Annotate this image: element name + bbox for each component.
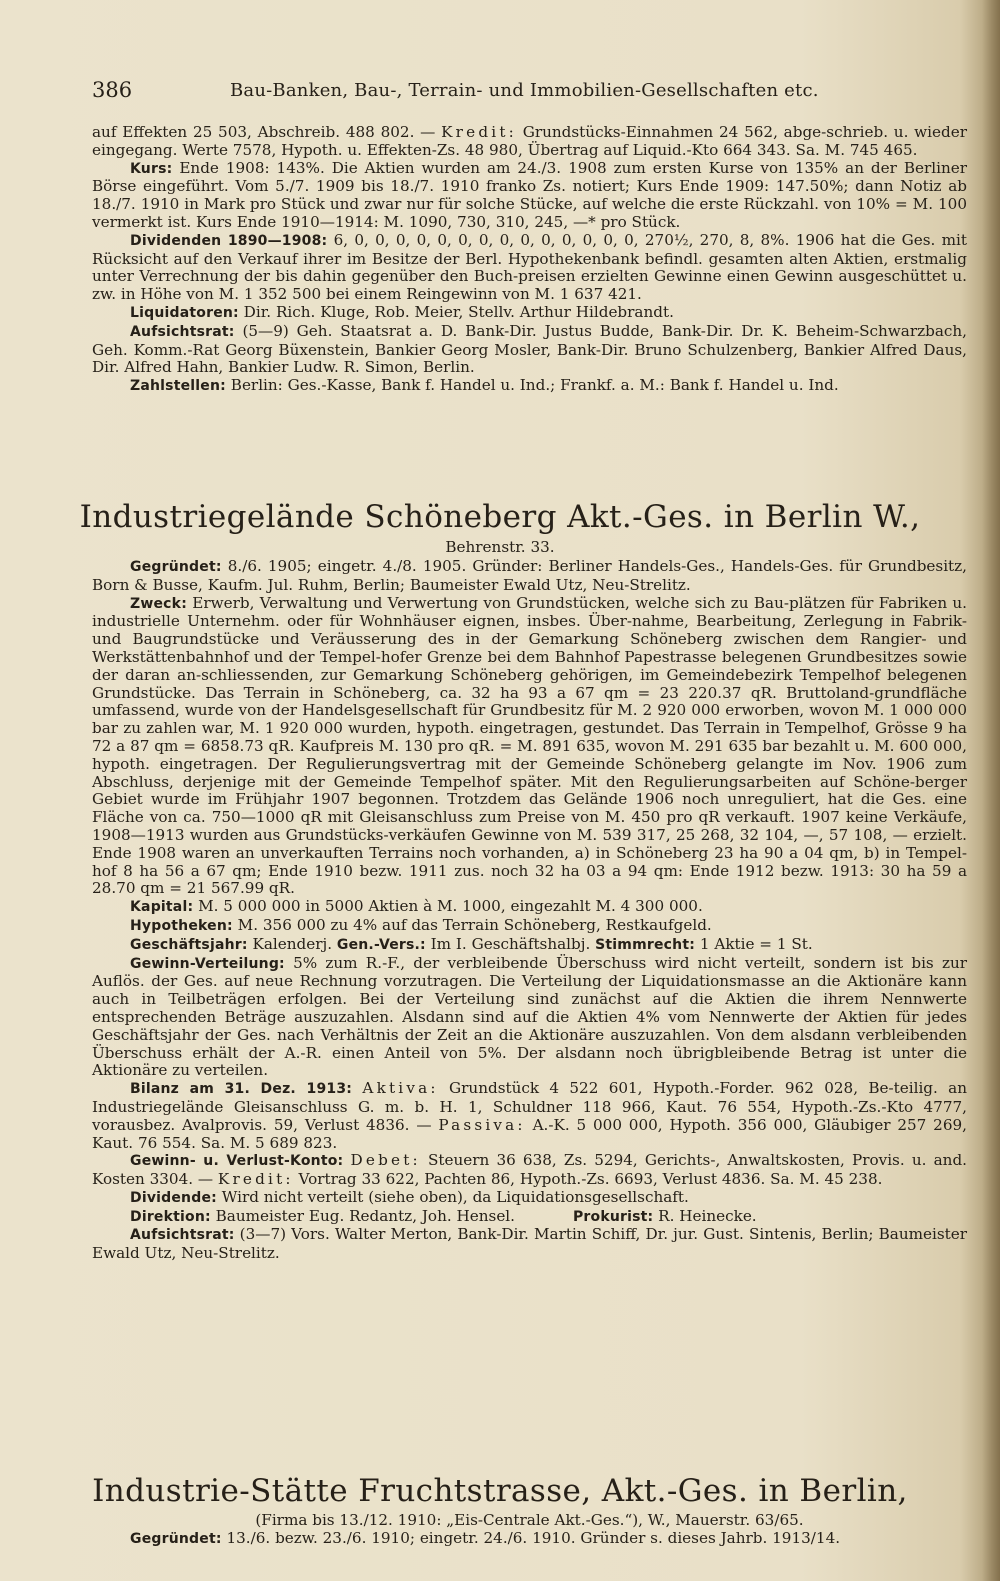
company-address: Behrenstr. 33. (445, 538, 555, 556)
kurs-paragraph: Kurs: Ende 1908: 143%. Die Aktien wurden am 24./3. 1908 zum ersten Kurse von 135% an der Berliner Börse eingeführt. Vom 5./7. 1909 bis 18./7. 1910 franko Zs. notiert; Kurs Ende 1909: 147.50%; dann Notiz ab 18./7. 1910 in Mark pro Stück und zwar nur für solche Stücke, auf welche die erste Rückzahl. von 10% = M. 100 vermerkt ist. Kurs Ende 1910—1914: M. 1090, 730, 310, 245, —* pro Stück. (92, 158, 967, 231)
zahlstellen-paragraph: Zahlstellen: Berlin: Ges.-Kasse, Bank f. Handel u. Ind.; Frankf. a. M.: Bank f. Handel u. Ind. (130, 376, 839, 395)
gewinn-verlust-paragraph: Gewinn- u. Verlust-Konto: Debet: Steuern 36 638, Zs. 5294, Gerichts-, Anwaltskosten, Provis. u. and. Kosten 3304. — Kredit: Vortrag 33 622, Pachten 86, Hypoth.-Zs. 6693, Verlust 4836. Sa. M. 45 238. (92, 1151, 967, 1189)
stimmrecht-label: Stimmrecht: (595, 936, 696, 953)
kurs-label: Kurs: (130, 160, 173, 177)
bilanz-paragraph: Bilanz am 31. Dez. 1913: Aktiva: Grundstück 4 522 601, Hypoth.-Forder. 962 028, Be-teilig. an Industriegelände Gleisanschluss G. m. b. H. 1, Schuldner 118 966, Kaut. 76 554, Hypoth.-Zs.-Kto 4777, vorausbez. Avalprovis. 59, Verlust 4836. — Passiva: A.-K. 5 000 000, Hypoth. 356 000, Gläubiger 257 269, Kaut. 76 554. Sa. M. 5 689 823. (92, 1079, 967, 1152)
passiva-label: Passiva: (438, 1115, 526, 1134)
company-industriegelaende-block (92, 558, 967, 1263)
zweck-paragraph: Zweck: Erwerb, Verwaltung und Verwertung von Grundstücken, welche sich zu Bau-plätzen für Fabriken u. industrielle Unternehm. oder für Wohnhäuser eignen, insbes. Über-nahme, Bearbeitung, Zerlegung in Fabrik- und Baugrundstücke und Veräusserung des in der Gemarkung Schöneberg zwischen dem Rangier- und Werkstättenbahnhof und der Tempel-hofer Grenze bei dem Bahnhof Papestrasse belegenen Grundbesitzes sowie der daran an-schliessenden, zur Gemarkung Schöneberg gehörigen, im Gemeindebezirk Tempelhof belegenen Grundstücke. Das Terrain in Schöneberg, ca. 32 ha 93 a 67 qm = 23 220.37 qR. Bruttoland-grundfläche umfassend, wurde von der Handelsgesellschaft für Grundbesitz für M. 2 920 000 erworben, wovon M. 1 000 000 bar zu zahlen war, M. 1 920 000 wurden, hypoth. eingetragen, gestundet. Das Terrain in Tempelhof, Grösse 9 ha 72 a 87 qm = 6858.73 qR. Kaufpreis M. 130 pro qR. = M. 891 635, wovon M. 291 635 bar bezahlt u. M. 600 000, hypoth. eingetragen. Der Regulierungsvertrag mit der Gemeinde Schöneberg gelangte im Nov. 1906 zum Abschluss, derjenige mit der Gemeinde Tempelhof später. Mit den Regulierungsarbeiten auf Schöne-berger Gebiet wurde im Frühjahr 1907 begonnen. Trotzdem das Gelände 1906 noch unreguliert, hat die Ges. eine Fläche von ca. 750—1000 qR mit Gleisanschluss zum Preise von M. 450 pro qR verkauft. 1907 keine Verkäufe, 1908—1913 wurden aus Grundstücks-verkäufen Gewinne von M. 539 317, 25 268, 32 104, —, 57 108, — erzielt. Ende 1908 waren an unverkauften Terrains noch vorhanden, a) in Schöneberg 23 ha 90 a 04 qm, b) in Tempel-hof 8 ha 56 a 67 qm; Ende 1910 bezw. 1911 zus. noch 32 ha 03 a 94 qm: Ende 1912 bezw. 1913: 30 ha 59 a 28.70 qm = 21 567.99 qR. (92, 593, 967, 898)
aufsichtsrat-paragraph: Aufsichtsrat: (5—9) Geh. Staatsrat a. D. Bank-Dir. Justus Budde, Bank-Dir. Dr. K. Beheim-Schwarzbach, Geh. Komm.-Rat Georg Büxenstein, Bankier Georg Mosler, Bank-Dir. Bruno Schulzenberg, Bankier Alfred Daus, Dir. Alfred Hahn, Bankier Ludw. R. Simon, Berlin. (92, 321, 967, 377)
dividende-paragraph: Dividende: Wird nicht verteilt (siehe oben), da Liquidationsgesellschaft. (130, 1187, 689, 1206)
gen-vers-label: Gen.-Vers.: (336, 936, 426, 953)
page-number: 386 (92, 78, 133, 102)
company-title-industrie-staette: Industrie-Stätte Fruchtstrasse, Akt.-Ges. in Berlin, (92, 1473, 908, 1509)
company-title-industriegelaende: Industriegelände Schöneberg Akt.-Ges. in Berlin W., (79, 499, 921, 535)
aufsichtsrat-label: Aufsichtsrat: (130, 1227, 235, 1244)
direktion-paragraph: Direktion: Baumeister Eug. Redantz, Joh. Hensel. Prokurist: R. Heinecke. (130, 1206, 757, 1225)
gegruendet-paragraph: Gegründet: 13./6. bezw. 23./6. 1910; eingetr. 24./6. 1910. Gründer s. dieses Jahrb. 1913/14. (130, 1528, 841, 1547)
hypotheken-paragraph: Hypotheken: M. 356 000 zu 4% auf das Terrain Schöneberg, Restkaufgeld. (130, 915, 712, 934)
dividenden-label: Dividenden 1890—1908: (130, 232, 328, 249)
liquidatoren-label: Liquidatoren: (130, 304, 239, 321)
debet-label: Debet: (350, 1151, 421, 1170)
aufsichtsrat-label: Aufsichtsrat: (130, 323, 235, 340)
zweck-label: Zweck: (130, 595, 187, 612)
previous-company-block (92, 124, 967, 396)
aufsichtsrat-paragraph: Aufsichtsrat: (3—7) Vors. Walter Merton, Bank-Dir. Martin Schiff, Dr. jur. Gust. Sintenis, Berlin; Baumeister Ewald Utz, Neu-Strelitz. (92, 1225, 967, 1263)
kapital-paragraph: Kapital: M. 5 000 000 in 5000 Aktien à M. 1000, eingezahlt M. 4 300 000. (130, 897, 703, 916)
liquidatoren-paragraph: Liquidatoren: Dir. Rich. Kluge, Rob. Meier, Stellv. Arthur Hildebrandt. (130, 302, 674, 321)
hypotheken-label: Hypotheken: (130, 917, 233, 934)
dividende-label: Dividende: (130, 1189, 217, 1206)
gegruendet-label: Gegründet: (130, 1530, 222, 1547)
profit-loss-continuation: auf Effekten 25 503, Abschreib. 488 802. — Kredit: Grundstücks-Einnahmen 24 562, abge-schrieb. u. wieder eingegang. Werte 7578, Hypoth. u. Effekten-Zs. 48 980, Übertrag auf Liquid.-Kto 664 343. Sa. M. 745 465. (92, 123, 967, 159)
geschaeftsjahr-label: Geschäftsjahr: (130, 936, 248, 953)
kredit-label: Kredit: (217, 1170, 294, 1189)
direktion-label: Direktion: (130, 1208, 211, 1225)
gegruendet-label: Gegründet: (130, 559, 222, 575)
geschaeftsjahr-paragraph: Geschäftsjahr: Kalenderj. Gen.-Vers.: Im I. Geschäftshalbj. Stimmrecht: 1 Aktie = 1 St. (130, 934, 813, 953)
page-header (92, 76, 952, 106)
gewinn-verlust-label: Gewinn- u. Verlust-Konto: (130, 1153, 344, 1170)
gewinn-verteilung-paragraph: Gewinn-Verteilung: 5% zum R.-F., der verbleibende Überschuss wird nicht verteilt, sondern ist bis zur Auflös. der Ges. auf neue Rechnung vorzutragen. Die Verteilung der Liquidationsmasse an die Aktionäre kann auch in Teilbeträgen erfolgen. Bei der Verteilung sind zunächst auf die Aktien die ihrem Nennwerte entsprechenden Beträge auszuzahlen. Alsdann sind auf die Aktien 4% vom Nennwerte der Aktien für jedes Geschäftsjahr der Ges. nach Verhältnis der Zeit an die Aktionäre auszuzahlen. Von dem alsdann verbleibenden Überschuss erhält der A.-R. einen Anteil von 5%. Der alsdann noch übrigbleibende Betrag ist unter die Aktionäre zu verteilen. (92, 953, 967, 1080)
kredit-label: Kredit: (441, 123, 517, 141)
aktiva-label: Aktiva: (362, 1079, 439, 1098)
company-industrie-staette-block (92, 1512, 967, 1549)
gewinn-verteilung-label: Gewinn-Verteilung: (130, 955, 285, 972)
running-title: Bau-Banken, Bau-, Terrain- und Immobilien-Gesellschaften etc. (230, 80, 819, 101)
bilanz-label: Bilanz am 31. Dez. 1913: (130, 1081, 353, 1098)
page-edge-shadow (982, 0, 1000, 1581)
zahlstellen-label: Zahlstellen: (130, 378, 226, 395)
prokurist-label: Prokurist: (572, 1208, 654, 1225)
gegruendet-paragraph: Gegründet: 8./6. 1905; eingetr. 4./8. 1905. Gründer: Berliner Handels-Ges., Handels-Ges. für Grundbesitz, Born & Busse, Kaufm. Jul. Ruhm, Berlin; Baumeister Ewald Utz, Neu-Strelitz. (92, 557, 967, 594)
firma-line: (Firma bis 13./12. 1910: „Eis-Centrale Akt.-Ges.“), W., Mauerstr. 63/65. (255, 1511, 804, 1529)
kapital-label: Kapital: (130, 899, 194, 916)
dividenden-paragraph: Dividenden 1890—1908: 6, 0, 0, 0, 0, 0, 0, 0, 0, 0, 0, 0, 0, 0, 0, 270½, 270, 8, 8%. 1906 hat die Ges. mit Rücksicht auf den Verkauf ihrer im Besitze der Berl. Hypothekenbank befindl. gesamten alten Aktien, erstmalig unter Verrechnung der bis dahin gegenüber den Buch-preisen erzielten Gewinne einen Gewinn ausgeschüttet u. zw. in Höhe von M. 1 352 500 bei einem Reingewinn von M. 1 637 421. (92, 230, 967, 304)
